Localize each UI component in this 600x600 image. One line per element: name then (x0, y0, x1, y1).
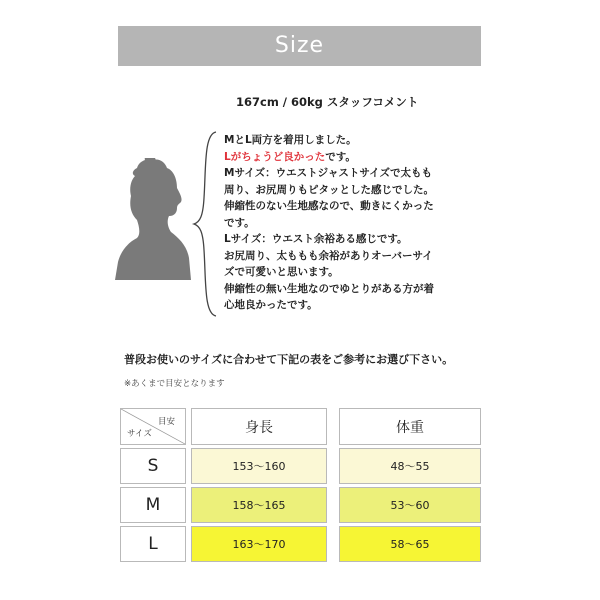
comment-line: お尻周り、太ももも余裕がありオーバーサイ (224, 249, 433, 262)
size-guide-intro: 普段お使いのサイズに合わせて下記の表をご参考にお選び下さい。 (124, 353, 454, 366)
staff-comment-heading: 167cm / 60kg スタッフコメント (236, 95, 419, 109)
header-weight: 体重 (339, 408, 481, 445)
staff-comment (224, 132, 484, 314)
comment-line: ズで可愛いと思います。 (224, 266, 339, 278)
comment-line: Lサイズ：ウエスト余裕ある感じです。 (224, 233, 408, 245)
corner-label-guide: 目安 (157, 417, 175, 427)
curly-bracket-icon (190, 128, 220, 320)
height-s: 153〜160 (191, 448, 327, 484)
comment-line: MとL両方を着用しました。 (224, 134, 357, 146)
comment-line: Mサイズ：ウエストジャストサイズで太もも (224, 167, 433, 179)
comment-line: 伸縮性のない生地感なので、動きにくかった (224, 200, 434, 212)
comment-line-rest: です。 (325, 150, 356, 163)
size-label-l: L (120, 526, 186, 562)
comment-line: です。 (224, 216, 255, 229)
comment-highlight: Lがちょうど良かった (224, 150, 326, 163)
size-guide-note: ※あくまで目安となります (124, 379, 225, 389)
comment-line: 伸縮性の無い生地なのでゆとりがある方が着 (224, 282, 434, 295)
height-m: 158〜165 (191, 487, 327, 523)
size-label-m: M (120, 487, 186, 523)
weight-m: 53〜60 (339, 487, 481, 523)
weight-s: 48〜55 (339, 448, 481, 484)
table-corner-cell (120, 408, 186, 445)
height-l: 163〜170 (191, 526, 327, 562)
header-height: 身長 (191, 408, 327, 445)
comment-line (224, 149, 484, 166)
comment-line: 心地良かったです。 (224, 299, 318, 311)
comment-line: 周り、お尻周りもピタッとした感じでした。 (224, 183, 434, 196)
weight-l: 58〜65 (339, 526, 481, 562)
corner-label-size: サイズ (127, 429, 152, 439)
woman-silhouette-icon (115, 158, 195, 280)
size-banner: Size (118, 26, 481, 66)
size-label-s: S (120, 448, 186, 484)
